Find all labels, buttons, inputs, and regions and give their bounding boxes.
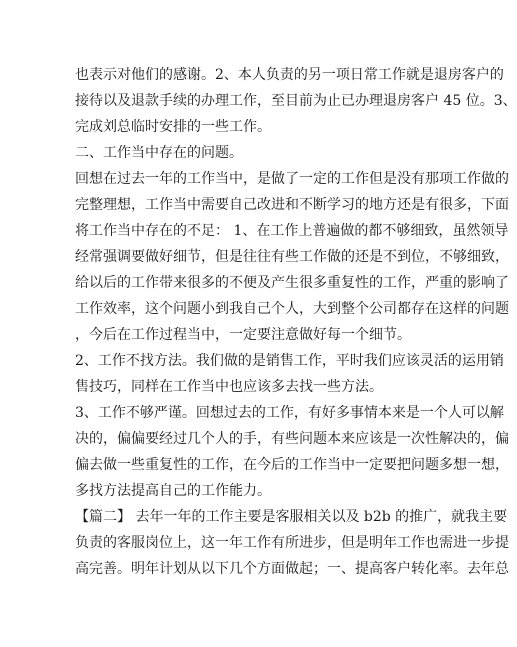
text-line: 回想在过去一年的工作当中，是做了一定的工作但是没有那项工作做的 [75,171,509,187]
text-line: 工作效率，这个问题小到我自己个人，大到整个公司都存在这样的问题 [75,301,509,317]
text-line: 给以后的工作带来很多的不便及产生很多重复性的工作，严重的影响了 [75,275,509,291]
text-line: 也表示对他们的感谢。2、本人负责的另一项日常工作就是退房客户的 [75,67,504,83]
text-line: 多找方法提高自己的工作能力。 [75,483,271,499]
text-line: 完成刘总临时安排的一些工作。 [75,119,271,135]
text-line: 负责的客服岗位上，这一年工作有所进步，但是明年工作也需进一步提 [75,535,509,551]
text-line: 将工作当中存在的不足： 1、在工作上普遍做的都不够细致，虽然领导 [75,223,509,239]
text-line: 决的，偏偏要经过几个人的手，有些问题本来应该是一次性解决的，偏 [75,431,509,447]
text-line: ，今后在工作过程当中，一定要注意做好每一个细节。 [75,327,411,343]
text-line: 3、工作不够严谨。回想过去的工作，有好多事情本来是一个人可以解 [75,405,504,421]
text-line: 经常强调要做好细节，但是往往有些工作做的还是不到位，不够细致， [75,249,509,265]
section-heading: 二、工作当中存在的问题。 [75,145,243,161]
text-line: 偏去做一些重复性的工作，在今后的工作当中一定要把问题多想一想， [75,457,509,473]
text-line: 接待以及退款手续的办理工作，至目前为止已办理退房客户 45 位。3、 [75,93,517,109]
text-line: 完整理想，工作当中需要自己改进和不断学习的地方还是有很多，下面 [75,197,509,213]
text-line: 高完善。明年计划从以下几个方面做起；一、提高客户转化率。去年总 [75,561,509,577]
text-line: 2、工作不找方法。我们做的是销售工作，平时我们应该灵活的运用销 [75,353,504,369]
text-line: 【篇二】 去年一年的工作主要是客服相关以及 b2b 的推广，就我主要 [75,509,508,525]
text-line: 售技巧，同样在工作当中也应该多去找一些方法。 [75,379,383,395]
